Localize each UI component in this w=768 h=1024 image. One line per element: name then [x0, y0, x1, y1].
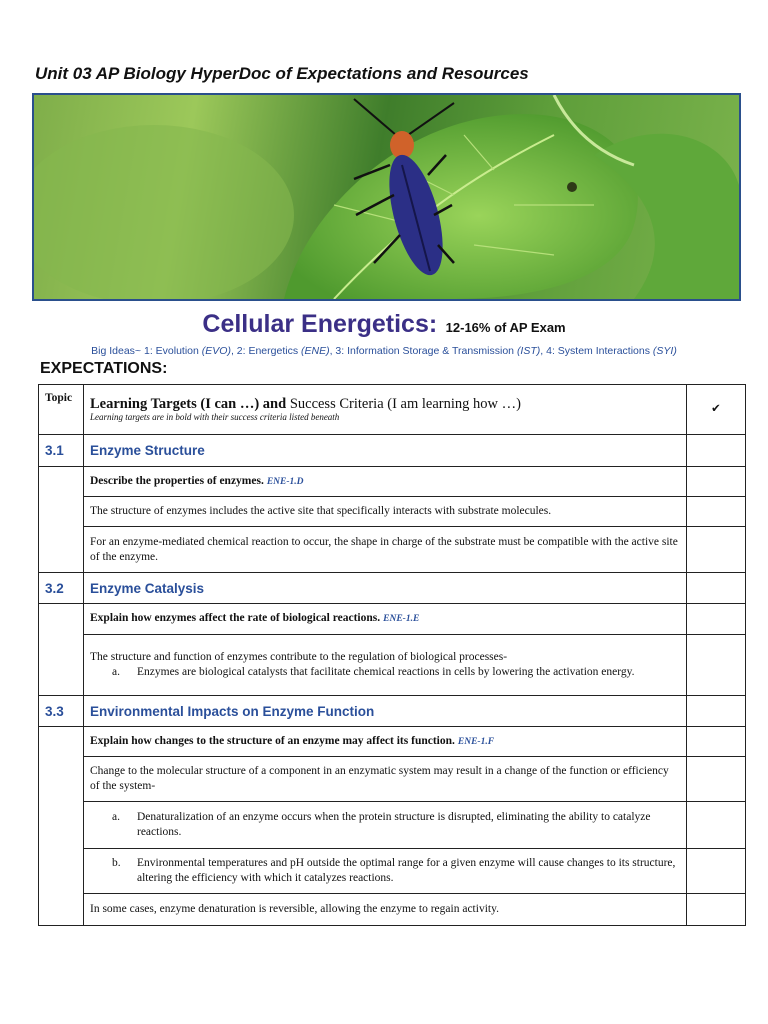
banner-image [32, 93, 741, 301]
standard-code: ENE-1.E [383, 614, 420, 624]
section-row [39, 435, 746, 467]
standard-code: ENE-1.D [266, 476, 304, 487]
section-title: Environmental Impacts on Enzyme Function [84, 696, 687, 727]
table-row [39, 757, 746, 802]
success-criteria-label: Success Criteria (I am learning how …) [286, 395, 521, 412]
learning-targets-header [84, 385, 687, 435]
checkbox-cell[interactable] [687, 696, 746, 727]
big-ideas-text: , 2: Energetics [230, 345, 301, 357]
table-row [39, 894, 746, 926]
topic-spacer [39, 604, 84, 696]
sub-criterion [90, 665, 680, 680]
learning-targets-note: Learning targets are in bold with their success criteria listed beneath [90, 411, 340, 422]
topic-spacer [39, 467, 84, 573]
section-title: Enzyme Catalysis [84, 573, 687, 604]
learning-targets-label: Learning Targets (I can …) and [90, 395, 287, 412]
page-headline [0, 310, 768, 339]
table-row [39, 727, 746, 757]
sub-criterion-text: Environmental temperatures and pH outside the optimal range for a given enzyme will cause changes to its structure, altering the efficiency with which it catalyzes reactions. [137, 857, 676, 884]
big-ideas-text: , 4: System Interactions [540, 345, 653, 357]
list-marker: b. [112, 857, 121, 869]
checkbox-cell[interactable] [687, 573, 746, 604]
table-header-row [39, 385, 746, 435]
table-row [39, 802, 746, 849]
unit-title: Cellular Energetics: [202, 310, 438, 338]
sub-criterion [84, 802, 687, 849]
big-ideas-text: , 3: Information Storage & Transmission [329, 345, 517, 357]
big-idea-code: (ENE) [301, 345, 330, 357]
success-criterion-text: The structure and function of enzymes contribute to the regulation of biological processes- [90, 651, 508, 663]
checkbox-cell[interactable] [687, 727, 746, 757]
table-row [39, 635, 746, 696]
big-ideas-text: Big Ideas~ 1: Evolution [91, 345, 202, 357]
table-row [39, 497, 746, 527]
standard-code: ENE-1.F [457, 736, 495, 747]
expectations-table [38, 384, 746, 926]
success-criterion [84, 635, 687, 696]
checkbox-cell[interactable] [687, 604, 746, 635]
success-criterion: The structure of enzymes includes the active site that specifically interacts with substrate molecules. [84, 497, 687, 527]
section-row [39, 696, 746, 727]
learning-target [84, 604, 687, 635]
learning-target [84, 727, 687, 757]
checkbox-cell[interactable] [687, 849, 746, 894]
table-row [39, 849, 746, 894]
beetle-on-leaf-illustration [34, 95, 739, 299]
big-ideas-line [0, 345, 768, 357]
checkbox-cell[interactable] [687, 435, 746, 467]
check-icon: ✔ [687, 385, 746, 435]
checkbox-cell[interactable] [687, 527, 746, 573]
checkbox-cell[interactable] [687, 894, 746, 926]
section-title: Enzyme Structure [84, 435, 687, 467]
topic-header: Topic [39, 385, 84, 435]
topic-spacer [39, 727, 84, 926]
sub-criterion-text: Denaturalization of an enzyme occurs when the protein structure is disrupted, eliminating the ability to catalyze reactions. [137, 811, 651, 838]
checkbox-cell[interactable] [687, 802, 746, 849]
checkbox-cell[interactable] [687, 497, 746, 527]
sub-criterion [84, 849, 687, 894]
sub-criterion-text: Enzymes are biological catalysts that facilitate chemical reactions in cells by lowering the activation energy. [137, 666, 635, 678]
big-idea-code: (SYI) [652, 345, 677, 357]
success-criterion: Change to the molecular structure of a component in an enzymatic system may result in a change of the function or efficiency of the system- [84, 757, 687, 802]
section-row [39, 573, 746, 604]
list-marker: a. [112, 666, 120, 678]
big-idea-code: (EVO) [201, 345, 231, 357]
document-title: Unit 03 AP Biology HyperDoc of Expectations and Resources [35, 64, 529, 83]
learning-target-text: Describe the properties of enzymes. [90, 474, 264, 487]
learning-target [84, 467, 687, 497]
section-number: 3.3 [39, 696, 84, 727]
success-criterion: In some cases, enzyme denaturation is reversible, allowing the enzyme to regain activity. [84, 894, 687, 926]
section-number: 3.1 [39, 435, 84, 467]
list-marker: a. [112, 811, 120, 823]
big-idea-code: (IST) [516, 345, 541, 357]
exam-weight: 12-16% of AP Exam [445, 320, 566, 335]
checkbox-cell[interactable] [687, 467, 746, 497]
table-row [39, 604, 746, 635]
expectations-heading: EXPECTATIONS: [40, 360, 168, 377]
table-row [39, 527, 746, 573]
checkbox-cell[interactable] [687, 635, 746, 696]
section-number: 3.2 [39, 573, 84, 604]
success-criterion: For an enzyme-mediated chemical reaction to occur, the shape in charge of the substrate must be compatible with the active site of the enzyme. [84, 527, 687, 573]
checkbox-cell[interactable] [687, 757, 746, 802]
learning-target-text: Explain how changes to the structure of an enzyme may affect its function. [90, 734, 455, 747]
table-row [39, 467, 746, 497]
learning-target-text: Explain how enzymes affect the rate of biological reactions. [90, 612, 381, 624]
